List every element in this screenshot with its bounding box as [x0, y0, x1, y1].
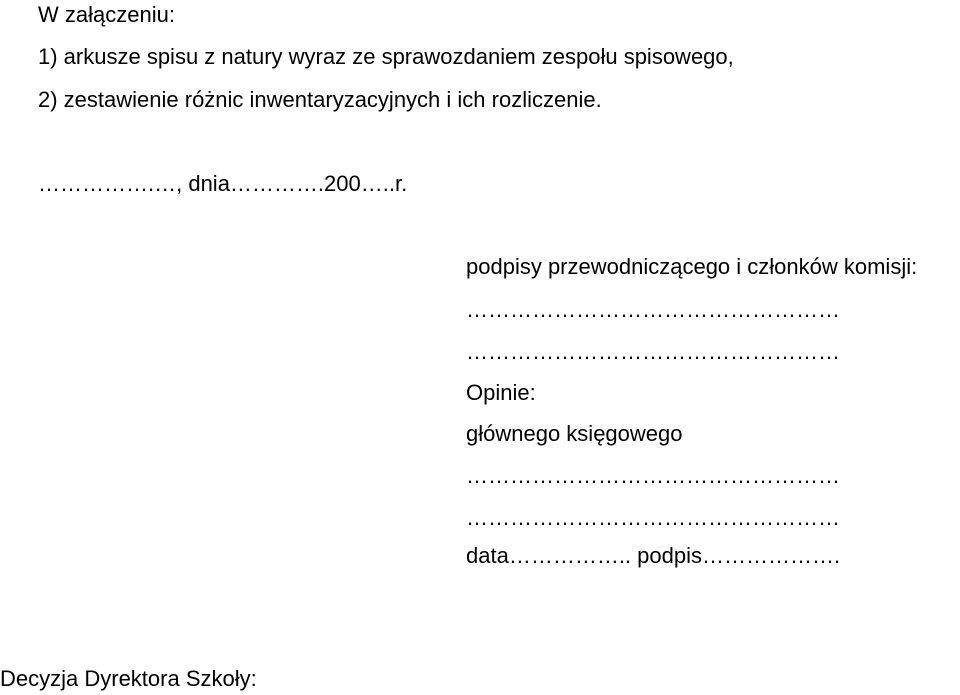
- attachment-item-2: 2) zestawienie różnic inwentaryzacyjnych i ich rozliczenie.: [38, 87, 602, 112]
- signature-dotted-line-1: ……………………………………………: [466, 297, 840, 322]
- date-signature-line: data…………….. podpis……………….: [466, 543, 841, 568]
- chief-accountant-label: głównego księgowego: [466, 421, 683, 446]
- signatures-heading: podpisy przewodniczącego i członków komisji:: [466, 254, 918, 279]
- place-date-line: …………….…, dnia………….200…..r.: [38, 171, 408, 196]
- accountant-dotted-line-2: ……………………………………………: [466, 505, 840, 530]
- attachment-item-1: 1) arkusze spisu z natury wyraz ze sprawozdaniem zespołu spisowego,: [38, 44, 734, 69]
- signature-dotted-line-2: ……………………………………………: [466, 339, 840, 364]
- accountant-dotted-line-1: ……………………………………………: [466, 463, 840, 488]
- principal-decision-heading: Decyzja Dyrektora Szkoły:: [0, 666, 257, 691]
- attachments-heading: W załączeniu:: [38, 2, 175, 27]
- opinions-heading: Opinie:: [466, 380, 536, 405]
